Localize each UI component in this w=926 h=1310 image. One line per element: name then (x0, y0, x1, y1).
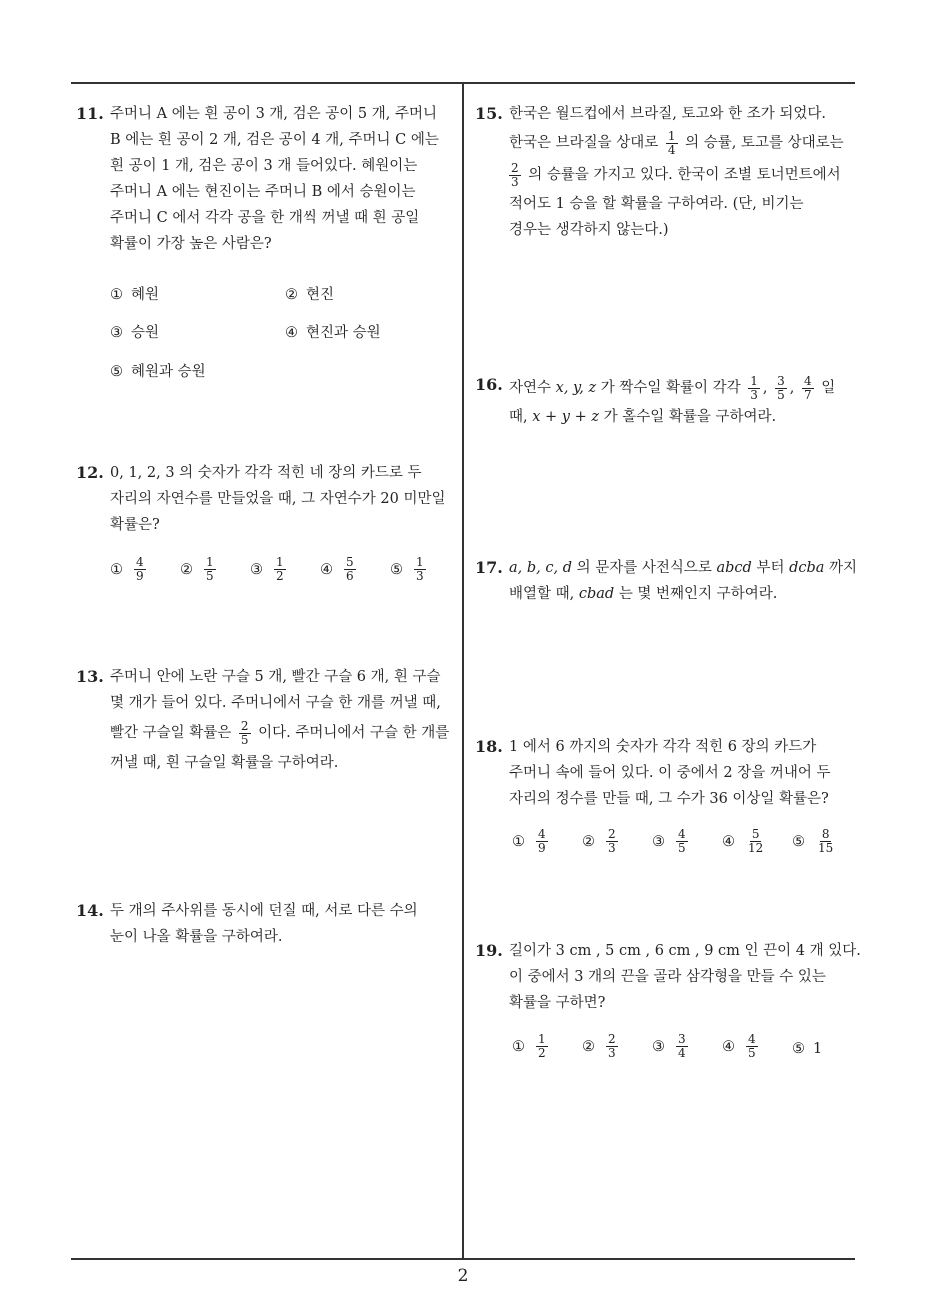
math-variables: a, b, c, d (509, 560, 572, 576)
choice-mark: ③ (250, 561, 263, 578)
text-segment: 때, (509, 409, 528, 425)
denominator: 12 (748, 841, 764, 855)
choice-1[interactable] (110, 556, 149, 583)
choice-1[interactable] (512, 828, 551, 855)
choice-text: 혜원과 승원 (131, 364, 206, 380)
choice-mark: ⑤ (110, 364, 123, 380)
fraction (414, 556, 426, 583)
question-number: 17. (475, 558, 503, 577)
question-text-line: 확률이 가장 높은 사람은? (110, 236, 272, 252)
numerator: 8 (821, 827, 830, 841)
question-text-line: 한국은 월드컵에서 브라질, 토고와 한 조가 되었다. (509, 106, 827, 122)
choice-3[interactable] (652, 828, 691, 855)
question-text-line: 두 개의 주사위를 동시에 던질 때, 서로 다른 수의 (110, 903, 418, 919)
question-text-line (509, 581, 860, 607)
question-text-line: 꺼낼 때, 흰 구슬일 확률을 구하여라. (110, 755, 339, 771)
question-text-line: 흰 공이 1 개, 검은 공이 3 개 들어있다. 혜원이는 (110, 158, 418, 174)
fraction (274, 556, 286, 583)
fraction (536, 1033, 548, 1060)
choice-mark: ② (582, 833, 595, 850)
numerator: 4 (804, 373, 812, 388)
fraction (775, 375, 787, 402)
denominator: 15 (818, 841, 834, 855)
choice-mark: ⑤ (792, 833, 805, 850)
choice-mark: ② (285, 287, 298, 303)
choice-5[interactable] (792, 828, 838, 855)
denominator: 2 (276, 569, 284, 583)
question-12 (76, 460, 456, 538)
question-text-line: 0, 1, 2, 3 의 숫자가 각각 적힌 네 장의 카드로 두 (110, 465, 422, 481)
fraction (509, 162, 521, 189)
text-segment: 가 홀수일 확률을 구하여라. (603, 409, 777, 425)
question-text-line: 이 중에서 3 개의 끈을 골라 삼각형을 만들 수 있는 (509, 969, 826, 985)
question-text-line: 눈이 나올 확률을 구하여라. (110, 929, 283, 945)
numerator: 5 (346, 555, 354, 569)
choice-1[interactable] (512, 1033, 551, 1060)
denominator: 4 (667, 142, 676, 157)
choice-2[interactable] (582, 1033, 621, 1060)
choice-mark: ⑤ (792, 1041, 805, 1057)
numerator: 1 (416, 555, 424, 569)
page-number: 2 (457, 1266, 469, 1286)
choice-5[interactable] (110, 360, 206, 381)
denominator: 3 (750, 387, 758, 402)
math-word: abcd (716, 560, 752, 576)
question-text-line: 주머니 속에 들어 있다. 이 중에서 2 장을 꺼내어 두 (509, 765, 831, 781)
numerator: 2 (608, 1032, 616, 1046)
numerator: 4 (748, 1032, 756, 1046)
denominator: 6 (346, 569, 354, 583)
choice-mark: ① (512, 833, 525, 850)
numerator: 4 (136, 555, 144, 569)
choice-3[interactable] (110, 321, 159, 342)
choice-2[interactable] (285, 283, 334, 304)
question-number: 11. (76, 104, 104, 123)
question-text-line (509, 127, 860, 159)
denominator: 5 (206, 569, 214, 583)
choice-mark: ① (110, 287, 123, 303)
text-segment: 자연수 (509, 380, 552, 396)
choice-mark: ④ (285, 325, 298, 341)
choice-mark: ③ (652, 833, 665, 850)
question-text-line: 확률은? (110, 517, 160, 533)
choice-4[interactable] (285, 321, 381, 342)
question-text-line: 주머니 안에 노란 구슬 5 개, 빨간 구슬 6 개, 흰 구슬 (110, 669, 441, 685)
choice-text: 승원 (131, 325, 160, 341)
fraction (666, 130, 678, 157)
numerator: 3 (678, 1032, 686, 1046)
fraction (344, 556, 356, 583)
choice-4[interactable] (722, 1033, 761, 1060)
question-text-line: 주머니 A 에는 현진이는 주머니 B 에서 승원이는 (110, 184, 416, 200)
choice-mark: ③ (652, 1038, 665, 1055)
choice-5[interactable] (390, 556, 429, 583)
numerator: 1 (538, 1032, 546, 1046)
choice-mark: ⑤ (390, 561, 403, 578)
question-17 (475, 555, 860, 607)
choice-2[interactable] (180, 556, 219, 583)
numerator: 1 (206, 555, 214, 569)
text-segment: 의 승률, 토고를 상대로는 (685, 135, 844, 151)
denominator: 3 (511, 174, 519, 189)
question-text-line: 몇 개가 들어 있다. 주머니에서 구슬 한 개를 꺼낼 때, (110, 695, 441, 711)
question-text-line (509, 404, 860, 430)
choice-mark: ② (582, 1038, 595, 1055)
numerator: 2 (608, 827, 616, 841)
question-text-line (509, 555, 860, 581)
math-expression: x + y + z (532, 409, 599, 425)
choice-mark: ④ (722, 1038, 735, 1055)
fraction (676, 1033, 688, 1060)
denominator: 5 (240, 732, 249, 747)
fraction (536, 828, 548, 855)
text-segment: 배열할 때, (509, 586, 575, 602)
text-segment: 이다. 주머니에서 구슬 한 개를 (258, 725, 450, 741)
question-text-line: 주머니 A 에는 흰 공이 3 개, 검은 공이 5 개, 주머니 (110, 106, 437, 122)
question-text-line: 자리의 정수를 만들 때, 그 수가 36 이상일 확률은? (509, 791, 829, 807)
question-number: 14. (76, 901, 104, 920)
text-segment: 한국은 브라질을 상대로 (509, 135, 659, 151)
numerator: 4 (538, 827, 546, 841)
denominator: 3 (608, 1046, 616, 1060)
choice-text: 현진 (306, 287, 335, 303)
question-text-line: 경우는 생각하지 않는다.) (509, 222, 669, 238)
fraction (746, 1033, 758, 1060)
choice-mark: ① (512, 1038, 525, 1055)
question-text-line (509, 159, 860, 191)
choice-text: 혜원 (131, 287, 160, 303)
choice-mark: ① (110, 561, 123, 578)
text-segment: 는 몇 번째인지 구하여라. (618, 586, 778, 602)
denominator: 3 (416, 569, 424, 583)
question-text-line: 확률을 구하면? (509, 995, 606, 1011)
choice-5[interactable] (792, 1041, 822, 1057)
text-segment: 까지 (829, 560, 858, 576)
question-text-line: 적어도 1 승을 할 확률을 구하여라. (단, 비기는 (509, 196, 804, 212)
fraction (748, 375, 760, 402)
question-text-line: 자리의 자연수를 만들었을 때, 그 자연수가 20 미만일 (110, 491, 446, 507)
choice-3[interactable] (250, 556, 289, 583)
question-number: 15. (475, 104, 503, 123)
denominator: 3 (608, 841, 616, 855)
text-segment: 빨간 구슬일 확률은 (110, 725, 232, 741)
choice-mark: ② (180, 561, 193, 578)
choice-mark: ④ (320, 561, 333, 578)
numerator: 2 (240, 718, 249, 733)
math-word: dcba (789, 560, 825, 576)
question-number: 13. (76, 667, 104, 686)
choice-3[interactable] (652, 1033, 691, 1060)
question-13 (76, 664, 456, 776)
question-text-line (110, 716, 456, 750)
fraction (134, 556, 146, 583)
column-divider (462, 83, 464, 1259)
numerator: 3 (777, 373, 785, 388)
question-11 (76, 101, 456, 257)
fraction (204, 556, 216, 583)
numerator: 4 (678, 827, 686, 841)
fraction (746, 828, 765, 855)
denominator: 4 (678, 1046, 686, 1060)
question-19 (475, 938, 860, 1016)
text-segment: 부터 (756, 560, 785, 576)
text-segment: 일 (821, 380, 836, 396)
choice-text: 현진과 승원 (306, 325, 381, 341)
numerator: 1 (750, 373, 758, 388)
choice-4[interactable] (722, 828, 768, 855)
fraction (606, 1033, 618, 1060)
choice-mark: ④ (722, 833, 735, 850)
denominator: 5 (748, 1046, 756, 1060)
question-text-line: 주머니 C 에서 각각 공을 한 개씩 꺼낼 때 흰 공일 (110, 210, 420, 226)
text-segment: 의 문자를 사전식으로 (576, 560, 712, 576)
choice-2[interactable] (582, 828, 621, 855)
choice-text: 1 (813, 1041, 823, 1057)
numerator: 2 (511, 160, 519, 175)
fraction (239, 720, 251, 747)
question-text-line: B 에는 흰 공이 2 개, 검은 공이 4 개, 주머니 C 에는 (110, 132, 439, 148)
bottom-rule (71, 1258, 855, 1260)
question-18 (475, 734, 860, 812)
fraction (802, 375, 814, 402)
question-number: 19. (475, 941, 503, 960)
numerator: 1 (667, 128, 676, 143)
numerator: 1 (276, 555, 284, 569)
question-text-line: 자연수 x, y, z 가 짝수일 확률이 각각 $\frac{1}{3}$ , $\frac{3}{5}$ , $\frac{4}{7}$ 일 (509, 373, 836, 402)
denominator: 9 (136, 569, 144, 583)
denominator: 2 (538, 1046, 546, 1060)
question-15 (475, 101, 860, 243)
text-segment: 가 짝수일 확률이 각각 (600, 380, 741, 396)
fraction (676, 828, 688, 855)
question-16 (475, 372, 860, 430)
fraction (606, 828, 618, 855)
denominator: 5 (777, 387, 785, 402)
question-number: 12. (76, 463, 104, 482)
text-segment: 의 승률을 가지고 있다. 한국이 조별 토너먼트에서 (528, 167, 841, 183)
question-text-line: 길이가 3 cm , 5 cm , 6 cm , 9 cm 인 끈이 4 개 있다. (509, 943, 861, 959)
choice-4[interactable] (320, 556, 359, 583)
choice-mark: ③ (110, 325, 123, 341)
denominator: 5 (678, 841, 686, 855)
question-14 (76, 898, 456, 950)
math-word: cbad (578, 586, 615, 602)
denominator: 9 (538, 841, 546, 855)
math-variables: x, y, z (555, 380, 597, 396)
question-text-line: 1 에서 6 까지의 숫자가 각각 적힌 6 장의 카드가 (509, 739, 817, 755)
numerator: 5 (751, 827, 760, 841)
question-number: 18. (475, 737, 503, 756)
fraction (816, 828, 835, 855)
choice-1[interactable] (110, 283, 159, 304)
question-number: 16. (475, 375, 503, 394)
denominator: 7 (804, 387, 812, 402)
